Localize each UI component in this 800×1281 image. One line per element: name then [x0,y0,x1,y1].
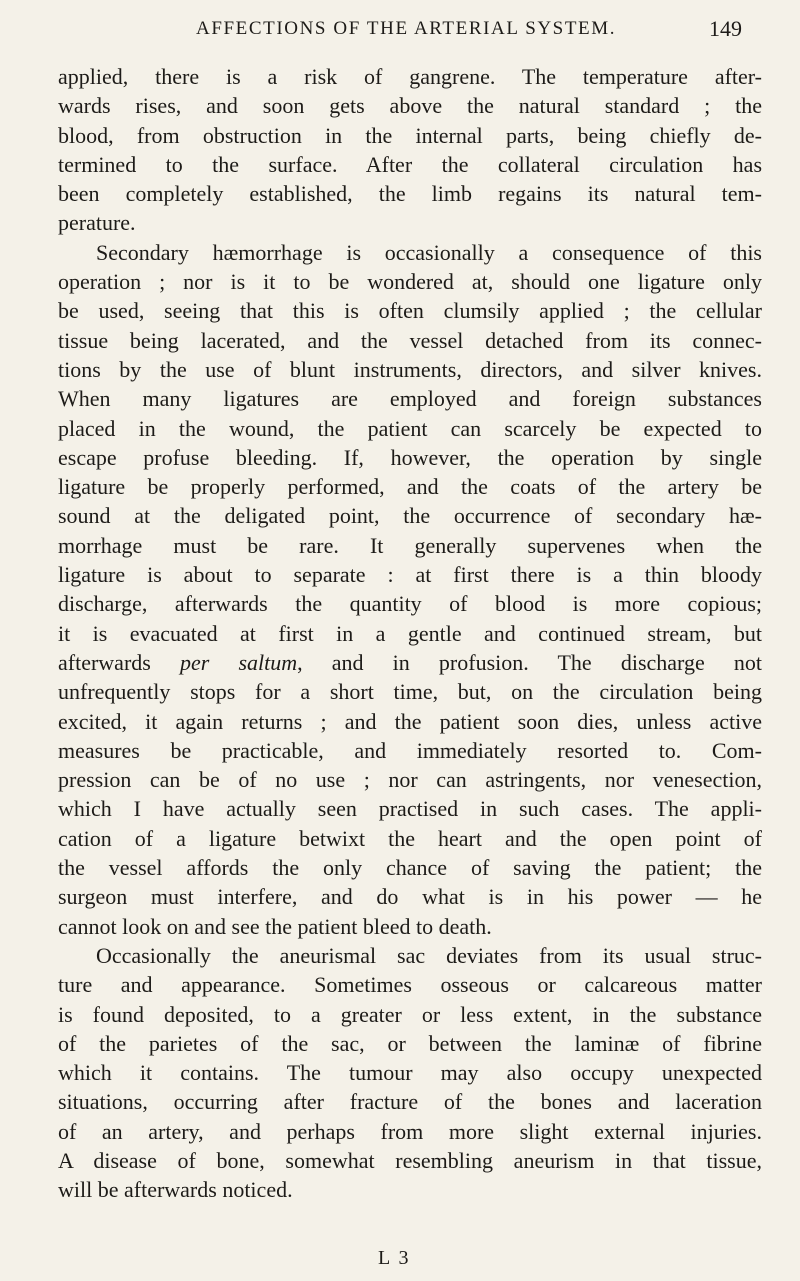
text-line: been completely established, the limb regains its natural tem- [58,181,762,207]
text-line: termined to the surface. After the collateral circulation has [58,151,762,177]
text-line: surgeon must interfere, and do what is in his power — he [58,884,762,910]
text-line: tions by the use of blunt instruments, directors, and silver knives. [58,356,762,382]
text-line: applied, there is a risk of gangrene. The temperature after- [58,64,762,89]
text-line: which I have actually seen practised in such cases. The appli- [58,796,762,822]
text-line: cation of a ligature betwixt the heart and the open point of [58,825,762,851]
text-line: ture and appearance. Sometimes osseous or calcareous matter [58,972,762,998]
text-line: measures be practicable, and immediately resorted to. Com- [58,737,762,763]
signature-mark: L 3 [378,1247,411,1269]
text-line: excited, it again returns ; and the patient soon dies, unless active [58,708,762,734]
running-head [58,16,756,50]
body-text [58,62,762,1205]
text-line: situations, occurring after fracture of the bones and laceration [58,1089,762,1115]
text-line: Secondary hæmorrhage is occasionally a consequence of this [96,239,762,265]
text-line: perature. [58,210,136,236]
text-line: of an artery, and perhaps from more slight external injuries. [58,1118,762,1144]
page-number: 149 [709,16,742,41]
text-line: When many ligatures are employed and foreign substances [58,386,762,412]
text-line: which it contains. The tumour may also occupy unexpected [58,1060,762,1086]
running-title: AFFECTIONS OF THE ARTERIAL SYSTEM. [196,18,617,39]
text-line: operation ; nor is it to be wondered at, should one ligature only [58,269,762,295]
text-line: escape profuse bleeding. If, however, the operation by single [58,444,762,470]
text-line: morrhage must be rare. It generally supervenes when the [58,532,762,558]
text-line: wards rises, and soon gets above the natural standard ; the [58,93,762,119]
text-line: discharge, afterwards the quantity of blood is more copious; [58,591,762,617]
text-line: ligature be properly performed, and the coats of the artery be [58,474,762,500]
text-line: cannot look on and see the patient bleed to death. [58,913,492,939]
text-line: be used, seeing that this is often clumsily applied ; the cellular [58,298,762,324]
text-line: unfrequently stops for a short time, but, on the circulation being [58,679,762,705]
text-line: ligature is about to separate : at first there is a thin bloody [58,562,762,588]
text-line: afterwards per saltum, and in profusion. The discharge not [58,649,762,675]
text-line: it is evacuated at first in a gentle and continued stream, but [58,620,762,646]
text-line: A disease of bone, somewhat resembling aneurism in that tissue, [58,1147,762,1173]
text-line: will be afterwards noticed. [58,1177,293,1203]
text-line: blood, from obstruction in the internal parts, being chiefly de- [58,122,762,148]
text-line: is found deposited, to a greater or less extent, in the substance [58,1001,762,1027]
text-line: sound at the deligated point, the occurrence of secondary hæ- [58,503,762,529]
text-line: the vessel affords the only chance of saving the patient; the [58,855,762,881]
text-line: pression can be of no use ; nor can astringents, nor venesection, [58,767,762,793]
text-line: tissue being lacerated, and the vessel detached from its connec- [58,327,762,353]
text-line: of the parietes of the sac, or between the laminæ of fibrine [58,1030,762,1056]
text-line: Occasionally the aneurismal sac deviates from its usual struc- [96,942,762,968]
text-line: placed in the wound, the patient can scarcely be expected to [58,415,762,441]
